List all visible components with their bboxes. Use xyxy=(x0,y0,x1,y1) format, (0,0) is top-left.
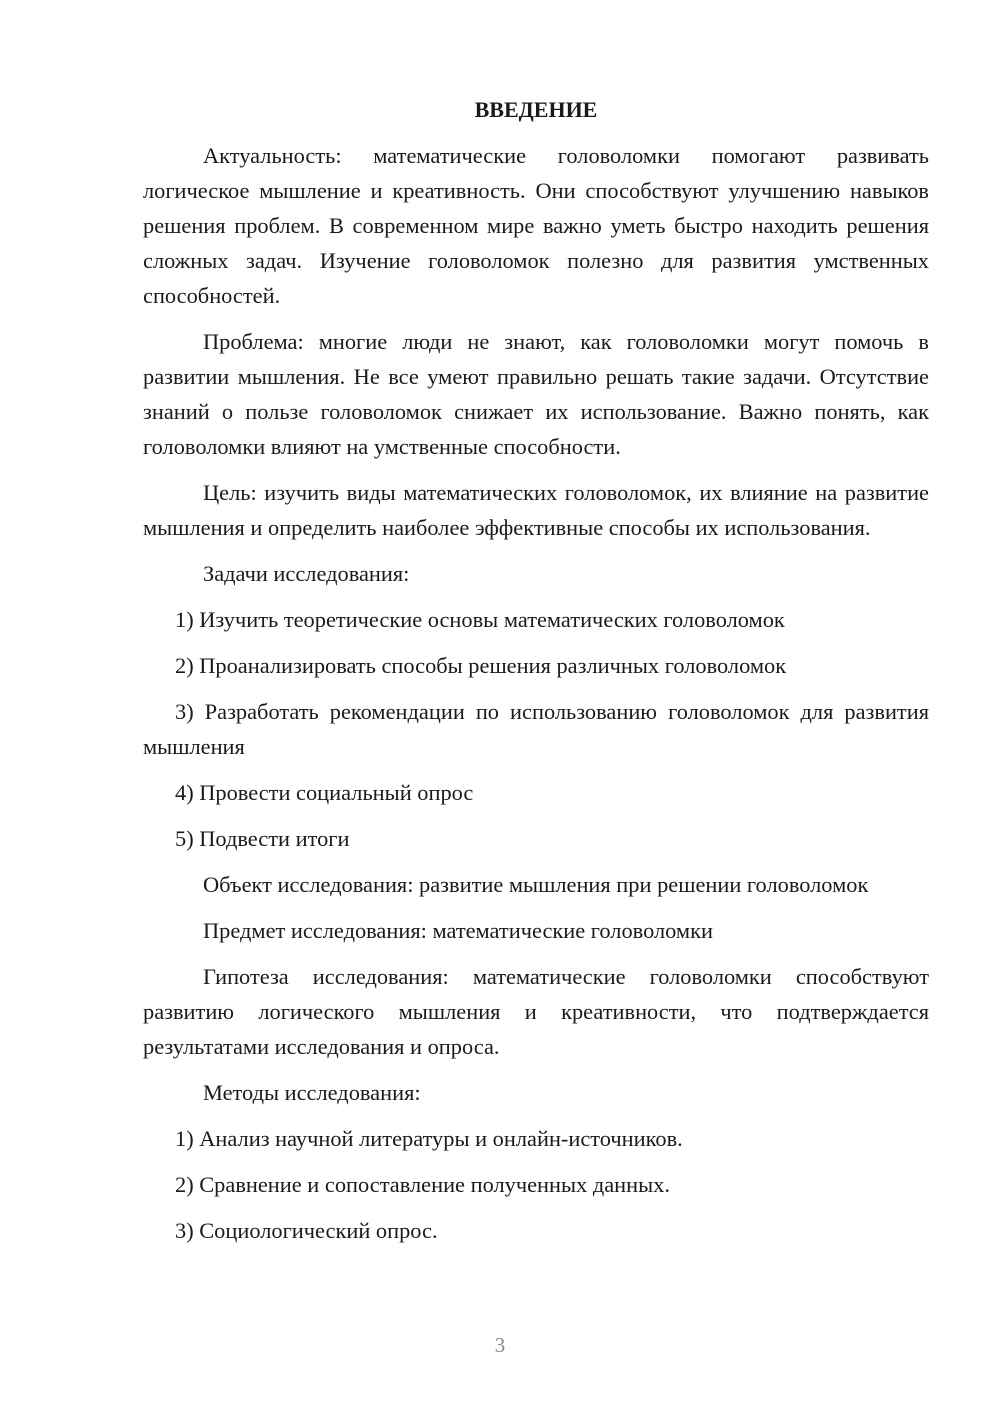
relevance-paragraph: Актуальность: математические головоломки помогают развивать логическое мышление и креативность. Они способствуют улучшению навыков решения проблем. В современном мире важно уметь быстро находить решения сложных задач. Изучение головоломок полезно для развития умственных способностей. xyxy=(143,143,929,308)
goal-paragraph: Цель: изучить виды математических головоломок, их влияние на развитие мышления и определить наиболее эффективные способы их использования. xyxy=(143,480,929,540)
method-item: 3) Социологический опрос. xyxy=(175,1218,438,1243)
document-page xyxy=(143,92,929,1259)
hypothesis-paragraph: Гипотеза исследования: математические головоломки способствуют развитию логического мышления и креативности, что подтверждается результатами исследования и опроса. xyxy=(143,964,929,1059)
task-item: 5) Подвести итоги xyxy=(175,826,350,851)
method-item: 2) Сравнение и сопоставление полученных данных. xyxy=(175,1172,670,1197)
method-item: 1) Анализ научной литературы и онлайн-источников. xyxy=(175,1126,683,1151)
task-item: 2) Проанализировать способы решения различных головоломок xyxy=(175,653,787,678)
methods-heading: Методы исследования: xyxy=(203,1080,421,1105)
task-item: 4) Провести социальный опрос xyxy=(175,780,474,805)
problem-paragraph: Проблема: многие люди не знают, как головоломки могут помочь в развитии мышления. Не все умеют правильно решать такие задачи. Отсутствие знаний о пользе головоломок снижает их использование. Важно понять, как головоломки влияют на умственные способности. xyxy=(143,329,929,459)
task-item: 1) Изучить теоретические основы математических головоломок xyxy=(175,607,785,632)
task-item: 3) Разработать рекомендации по использованию головоломок для развития мышления xyxy=(143,699,929,759)
object-paragraph: Объект исследования: развитие мышления при решении головоломок xyxy=(203,872,869,897)
subject-paragraph: Предмет исследования: математические головоломки xyxy=(203,918,713,943)
page-number: 3 xyxy=(494,1333,506,1357)
tasks-heading: Задачи исследования: xyxy=(203,561,410,586)
section-title: ВВЕДЕНИЕ xyxy=(474,97,598,122)
